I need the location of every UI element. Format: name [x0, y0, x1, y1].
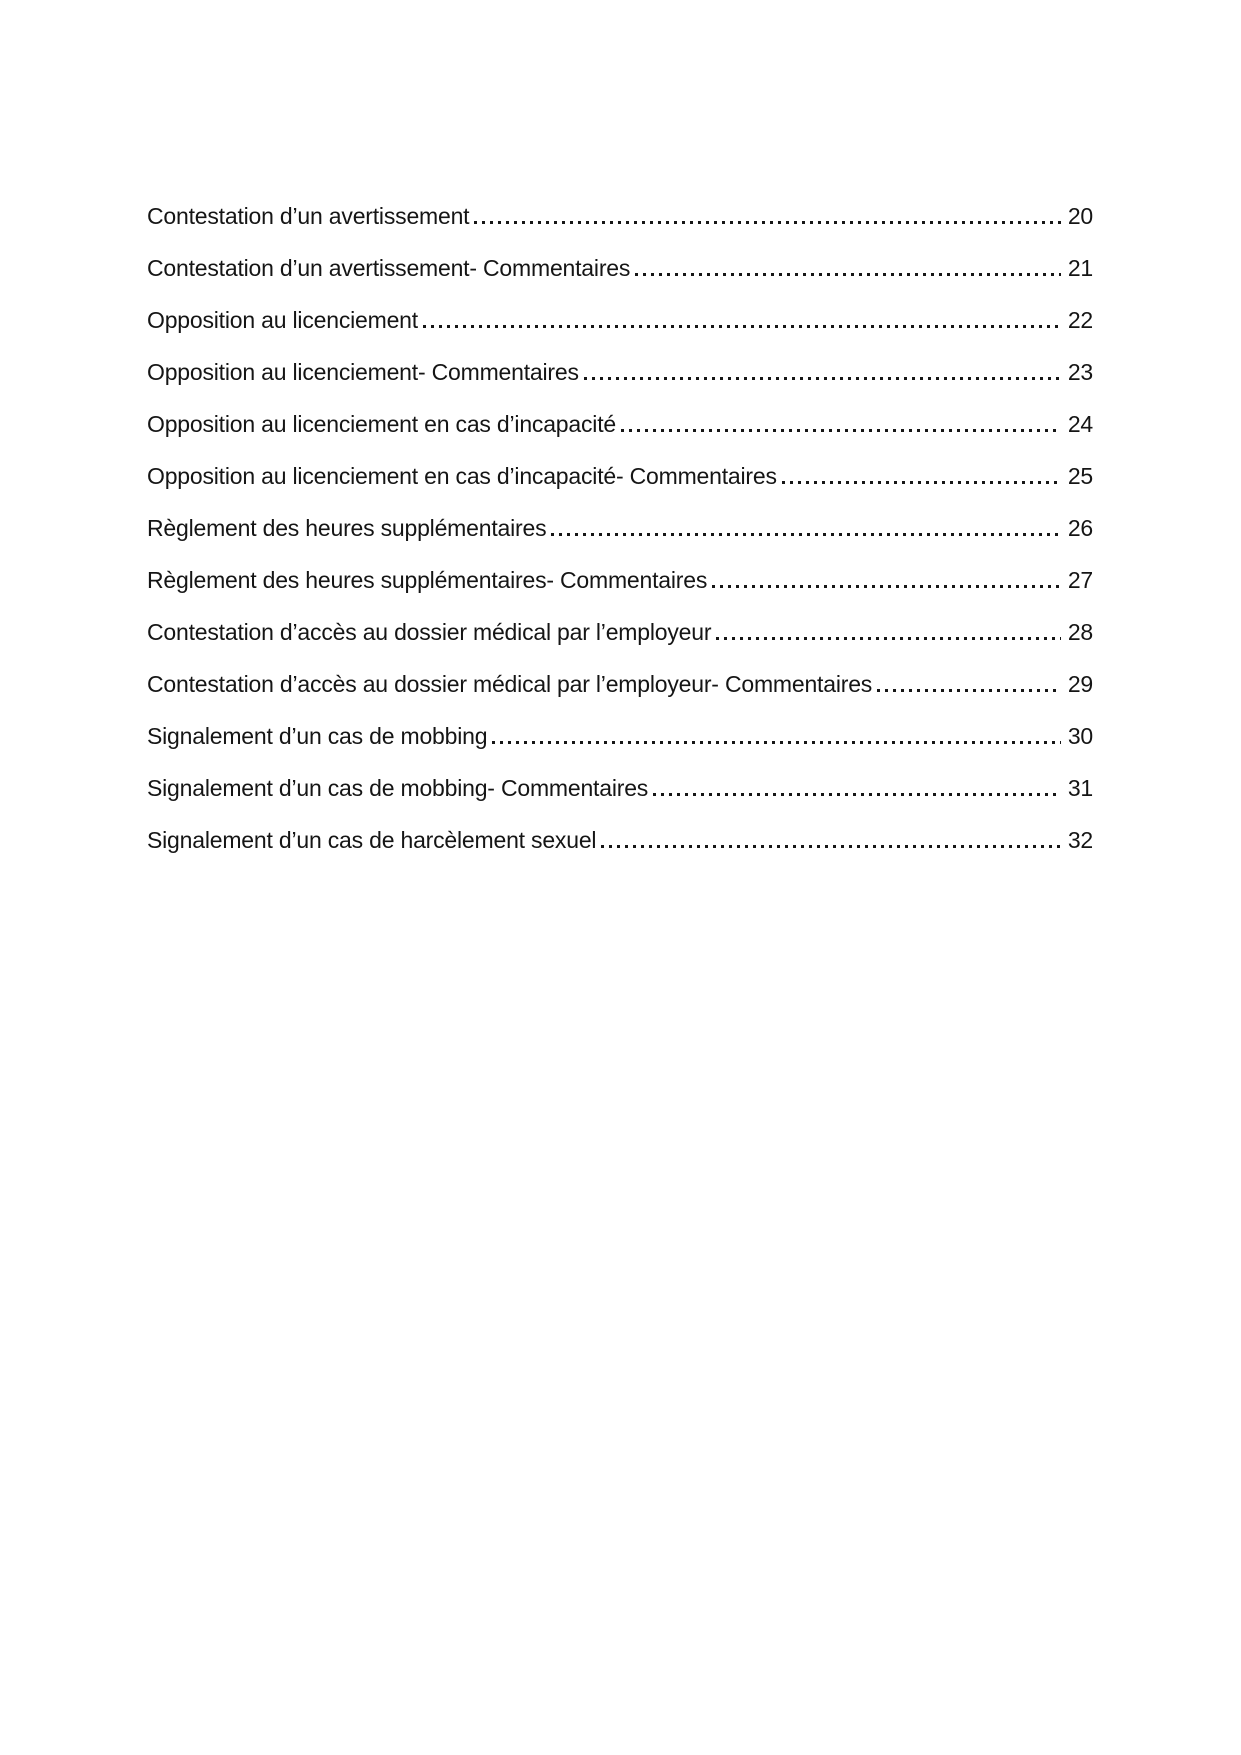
dot-leader: [782, 481, 1061, 484]
toc-entry-page-number: 32: [1067, 827, 1093, 853]
toc-entry-page-number: 23: [1067, 359, 1093, 385]
toc-entry-page-number: 31: [1067, 775, 1093, 801]
dot-leader: [423, 325, 1061, 328]
dot-leader: [621, 429, 1061, 432]
dot-leader: [492, 741, 1061, 744]
toc-entry-title: Règlement des heures supplémentaires- Commentaires: [147, 567, 708, 593]
toc-entry-title: Opposition au licenciement: [147, 307, 418, 333]
dot-leader: [653, 793, 1061, 796]
toc-entry-title: Contestation d’accès au dossier médical par l’employeur- Commentaires: [147, 671, 873, 697]
toc-entry-title: Opposition au licenciement en cas d’incapacité: [147, 411, 616, 437]
dot-leader: [474, 221, 1060, 224]
toc-entry-page-number: 29: [1067, 671, 1093, 697]
toc-entry-title: Contestation d’un avertissement- Commentaires: [147, 255, 631, 281]
toc-entry-page-number: 21: [1067, 255, 1093, 281]
toc-entry-title: Opposition au licenciement en cas d’incapacité- Commentaires: [147, 463, 777, 489]
toc-entry-page-number: 28: [1067, 619, 1093, 645]
toc-entry-page-number: 27: [1067, 567, 1093, 593]
dot-leader: [584, 377, 1061, 380]
toc-entry-title: Règlement des heures supplémentaires: [147, 515, 547, 541]
dot-leader: [712, 585, 1061, 588]
toc-entry-title: Contestation d’accès au dossier médical par l’employeur: [147, 619, 712, 645]
toc-entry-page-number: 24: [1067, 411, 1093, 437]
toc-entry-page-number: 22: [1067, 307, 1093, 333]
toc-entry[interactable]: [147, 294, 1093, 346]
toc-entry-page-number: 25: [1067, 463, 1093, 489]
toc-entry[interactable]: [147, 762, 1093, 814]
toc-entry[interactable]: [147, 502, 1093, 554]
toc-entry[interactable]: [147, 710, 1093, 762]
toc-entry-page-number: 30: [1067, 723, 1093, 749]
dot-leader: [601, 845, 1060, 848]
toc-entry[interactable]: [147, 242, 1093, 294]
toc-entry[interactable]: [147, 814, 1093, 866]
dot-leader: [635, 273, 1061, 276]
toc-entry-page-number: 20: [1067, 203, 1093, 229]
toc-entry-title: Signalement d’un cas de harcèlement sexuel: [147, 827, 597, 853]
dot-leader: [877, 689, 1061, 692]
dot-leader: [551, 533, 1060, 536]
toc-entry[interactable]: [147, 554, 1093, 606]
table-of-contents: [147, 190, 1093, 866]
toc-entry-title: Opposition au licenciement- Commentaires: [147, 359, 579, 385]
toc-entry-title: Contestation d’un avertissement: [147, 203, 470, 229]
toc-entry[interactable]: [147, 658, 1093, 710]
toc-entry[interactable]: [147, 606, 1093, 658]
toc-entry[interactable]: [147, 346, 1093, 398]
dot-leader: [716, 637, 1061, 640]
toc-entry[interactable]: [147, 450, 1093, 502]
toc-entry-page-number: 26: [1067, 515, 1093, 541]
toc-entry[interactable]: [147, 190, 1093, 242]
toc-entry-title: Signalement d’un cas de mobbing- Commentaires: [147, 775, 649, 801]
toc-entry-title: Signalement d’un cas de mobbing: [147, 723, 488, 749]
toc-entry[interactable]: [147, 398, 1093, 450]
